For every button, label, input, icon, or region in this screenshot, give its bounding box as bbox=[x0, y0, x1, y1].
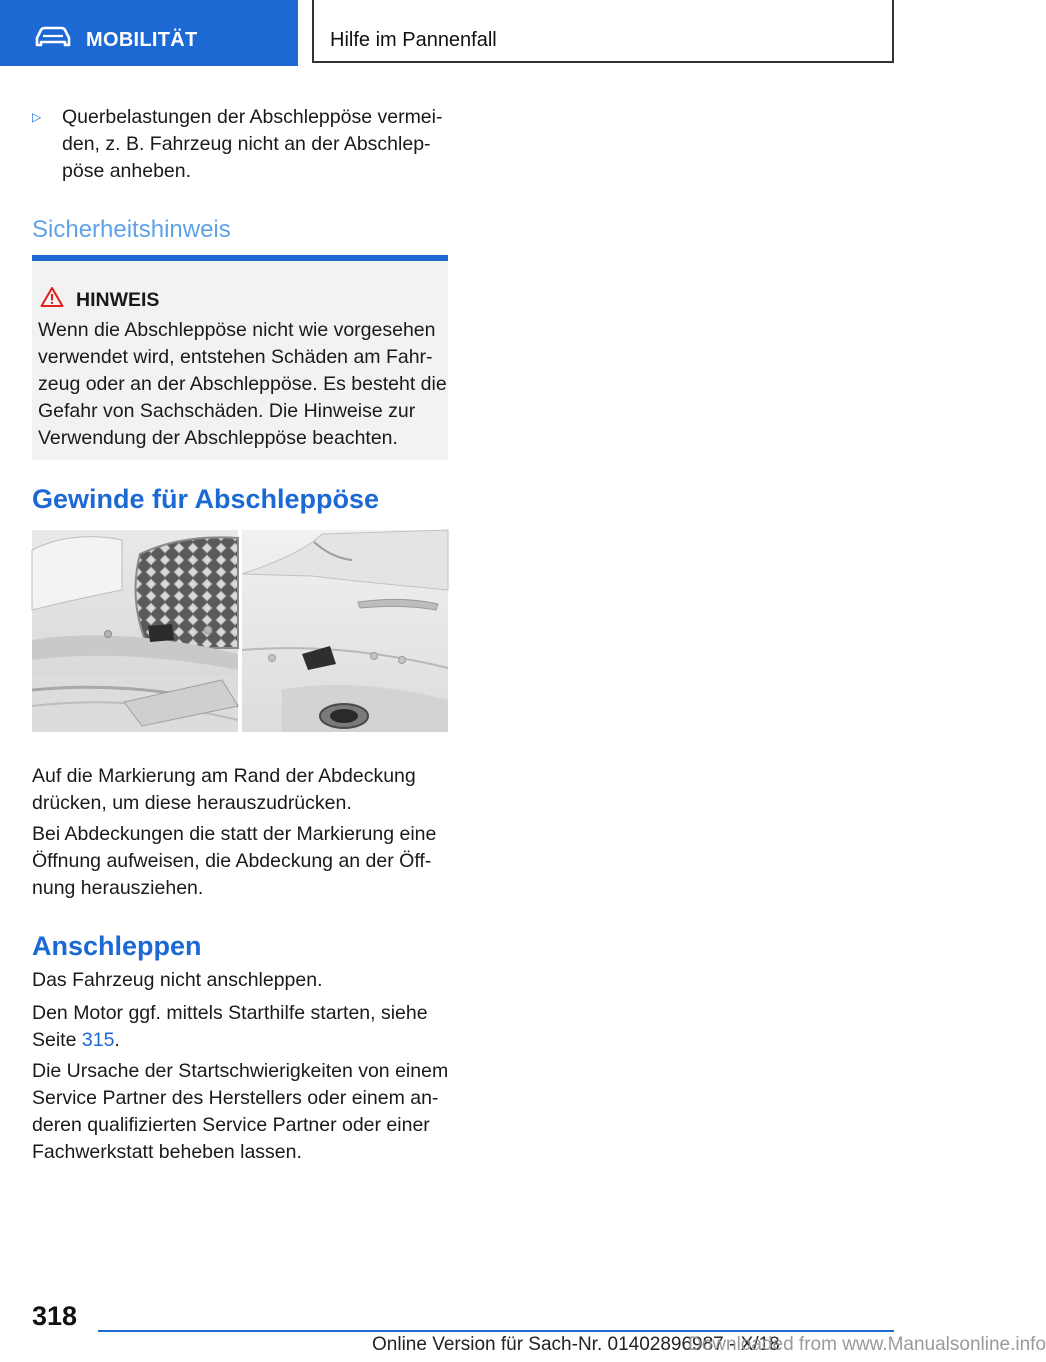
notice-title: HINWEIS bbox=[76, 289, 160, 311]
paragraph-line: Den Motor ggf. mittels Starthilfe starten, siehe bbox=[32, 1002, 428, 1024]
section-header bbox=[312, 0, 894, 63]
paragraph-line: drücken, um diese herauszudrücken. bbox=[32, 792, 352, 814]
bullet-line: den, z. B. Fahrzeug nicht an der Abschlep‐ bbox=[62, 133, 431, 155]
paragraph bbox=[32, 763, 448, 817]
notice-box bbox=[32, 255, 448, 460]
paragraph bbox=[32, 1000, 448, 1054]
paragraph-line: Die Ursache der Startschwierigkeiten von einem bbox=[32, 1060, 449, 1082]
bullet-line: Querbelastungen der Abschleppöse vermei‐ bbox=[62, 106, 443, 128]
notice-line: verwendet wird, entstehen Schäden am Fahr‐ bbox=[38, 346, 433, 368]
chapter-title: MOBILITÄT bbox=[86, 29, 198, 51]
paragraph-line: Bei Abdeckungen die statt der Markierung eine bbox=[32, 823, 437, 845]
notice-body bbox=[38, 317, 446, 452]
front-bumper-image bbox=[32, 530, 238, 732]
page-link[interactable]: 315 bbox=[81, 1029, 115, 1051]
notice-line: zeug oder an der Abschleppöse. Es besteht die bbox=[38, 373, 447, 395]
warning-triangle-icon bbox=[40, 286, 64, 308]
watermark: Downloaded from www.Manualsonline.info bbox=[688, 1334, 1046, 1355]
paragraph-line: nung herausziehen. bbox=[32, 877, 204, 899]
section-title: Hilfe im Pannenfall bbox=[330, 29, 497, 51]
paragraph-line bbox=[32, 1027, 448, 1054]
safety-heading: Sicherheitshinweis bbox=[32, 216, 231, 243]
paragraph bbox=[32, 1058, 448, 1166]
towing-heading: Anschleppen bbox=[32, 931, 202, 961]
paragraph-line: Fachwerkstatt beheben lassen. bbox=[32, 1141, 302, 1163]
paragraph bbox=[32, 967, 448, 994]
rear-bumper-image bbox=[242, 530, 448, 732]
notice-line: Verwendung der Abschleppöse beachten. bbox=[38, 427, 398, 449]
bullet-triangle-icon: ▷ bbox=[32, 110, 42, 124]
page-number: 318 bbox=[32, 1301, 78, 1331]
paragraph bbox=[32, 821, 448, 902]
footer-divider bbox=[98, 1330, 894, 1332]
notice-line: Wenn die Abschleppöse nicht wie vorgesehen bbox=[38, 319, 436, 341]
page-ref-suffix: . bbox=[114, 1029, 120, 1051]
chapter-tab bbox=[0, 0, 298, 66]
paragraph-line: Service Partner des Herstellers oder einem an‐ bbox=[32, 1087, 439, 1109]
page-ref-prefix: Seite bbox=[32, 1029, 82, 1051]
paragraph-line: Öffnung aufweisen, die Abdeckung an der Öff‐ bbox=[32, 850, 432, 872]
notice-line: Gefahr von Sachschäden. Die Hinweise zur bbox=[38, 400, 416, 422]
paragraph-line: Auf die Markierung am Rand der Abdeckung bbox=[32, 765, 416, 787]
list-item bbox=[32, 104, 448, 185]
paragraph-line: Das Fahrzeug nicht anschleppen. bbox=[32, 969, 323, 991]
footer-online-version: Online Version für Sach-Nr. 01402896987 - X/18 bbox=[372, 1334, 780, 1355]
car-icon bbox=[34, 26, 72, 48]
bullet-line: pöse anheben. bbox=[62, 160, 192, 182]
paragraph-line: deren qualifizierten Service Partner oder einer bbox=[32, 1114, 430, 1136]
thread-heading: Gewinde für Abschleppöse bbox=[32, 484, 380, 514]
